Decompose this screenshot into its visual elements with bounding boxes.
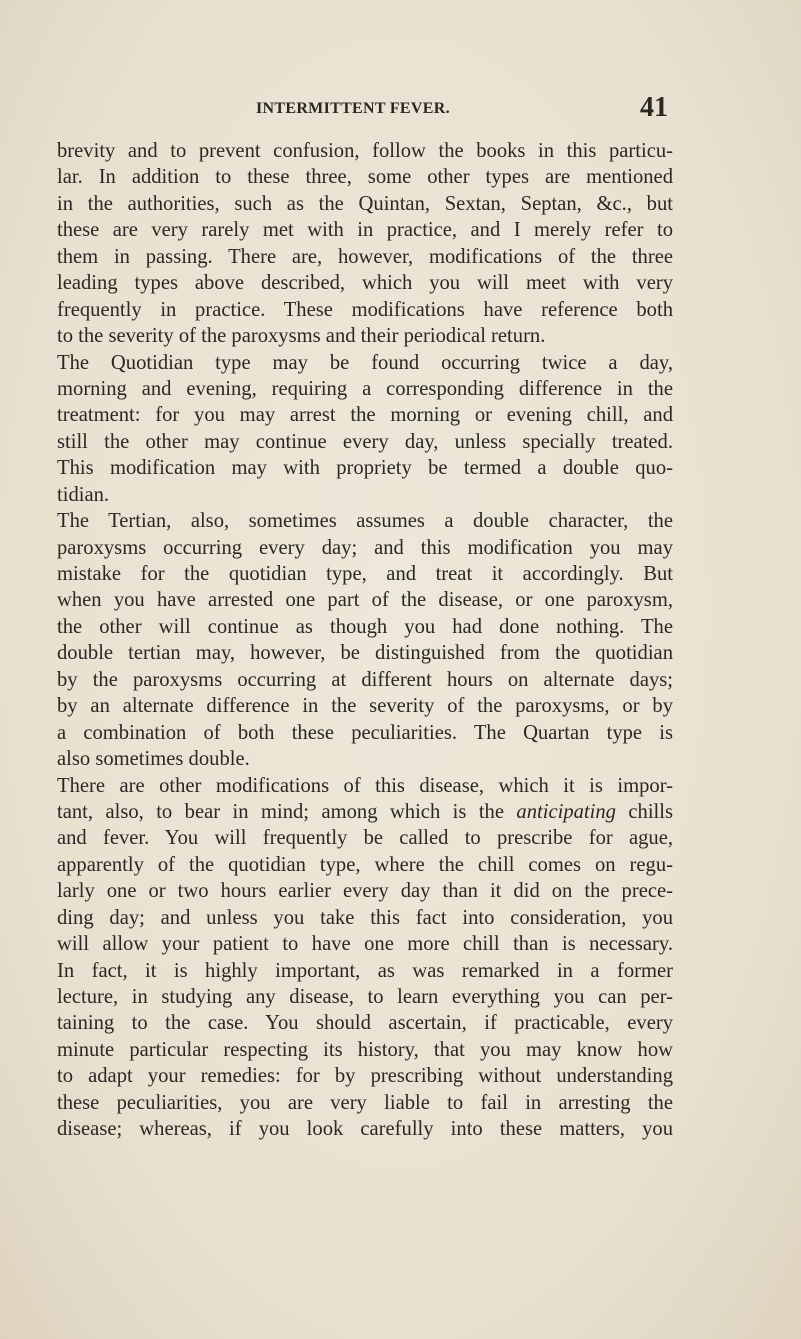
text-line: in the authorities, such as the Quintan, Sextan, Septan, &c., but (57, 192, 673, 215)
text-line: to adapt your remedies: for by prescribing without understanding (57, 1065, 673, 1088)
text-line: lar. In addition to these three, some other types are mentioned (57, 166, 673, 189)
text-line: by an alternate difference in the severity of the paroxysms, or by (57, 695, 673, 718)
text-line: morning and evening, requiring a corresponding difference in the (57, 377, 673, 400)
text-line: The Quotidian type may be found occurring twice a day, (57, 351, 673, 374)
text-line: a combination of both these peculiarities. The Quartan type is (57, 721, 673, 744)
text-line: them in passing. There are, however, modifications of the three (57, 245, 673, 268)
text-line: will allow your patient to have one more chill than is necessary. (57, 933, 673, 956)
text-line: larly one or two hours earlier every day than it did on the prece- (57, 880, 673, 903)
page-number: 41 (640, 92, 668, 123)
running-title: INTERMITTENT FEVER. (256, 100, 450, 117)
text-line: leading types above described, which you will meet with very (57, 272, 673, 295)
text-line: taining to the case. You should ascertain, if practicable, every (57, 1012, 673, 1035)
text-line: This modification may with propriety be termed a double quo- (57, 457, 673, 480)
text-line: mistake for the quotidian type, and treat it accordingly. But (57, 563, 673, 585)
text-line: There are other modifications of this disease, which it is impor- (57, 774, 673, 797)
text-line: paroxysms occurring every day; and this modification you may (57, 536, 673, 559)
text-line: still the other may continue every day, unless specially treated. (57, 430, 673, 453)
text-line: also sometimes double. (57, 748, 250, 771)
text-line: lecture, in studying any disease, to learn everything you can per- (57, 986, 673, 1008)
text-line: In fact, it is highly important, as was remarked in a former (57, 959, 673, 982)
text-segment: chills (615, 800, 673, 823)
page-header (0, 94, 801, 130)
text-line: ding day; and unless you take this fact into consideration, you (57, 906, 673, 929)
text-line: these are very rarely met with in practice, and I merely refer to (57, 219, 673, 242)
text-line: double tertian may, however, be distinguished from the quotidian (57, 642, 673, 665)
text-line: tidian. (57, 483, 110, 506)
text-line: the other will continue as though you had done nothing. The (57, 615, 673, 638)
text-line: The Tertian, also, sometimes assumes a double character, the (57, 510, 673, 533)
text-line: apparently of the quotidian type, where the chill comes on regu- (57, 853, 673, 876)
text-line: when you have arrested one part of the disease, or one paroxysm, (57, 589, 673, 612)
text-line: minute particular respecting its history, that you may know how (57, 1038, 673, 1061)
text-line: and fever. You will frequently be called to prescribe for ague, (57, 827, 673, 850)
text-line: to the severity of the paroxysms and their periodical return. (57, 325, 546, 348)
text-line: these peculiarities, you are very liable to fail in arresting the (57, 1091, 673, 1114)
text-line: disease; whereas, if you look carefully into these matters, you (57, 1118, 673, 1141)
text-line: treatment: for you may arrest the morning or evening chill, and (57, 404, 673, 427)
text-line (57, 799, 673, 825)
text-line: frequently in practice. These modifications have reference both (57, 298, 673, 321)
text-line: by the paroxysms occurring at different hours on alternate days; (57, 668, 673, 691)
text-line: brevity and to prevent confusion, follow the books in this particu- (57, 140, 673, 162)
italic-term: anticipating (516, 800, 616, 823)
text-segment: tant, also, to bear in mind; among which is the (57, 800, 517, 823)
body-text (57, 138, 673, 1143)
